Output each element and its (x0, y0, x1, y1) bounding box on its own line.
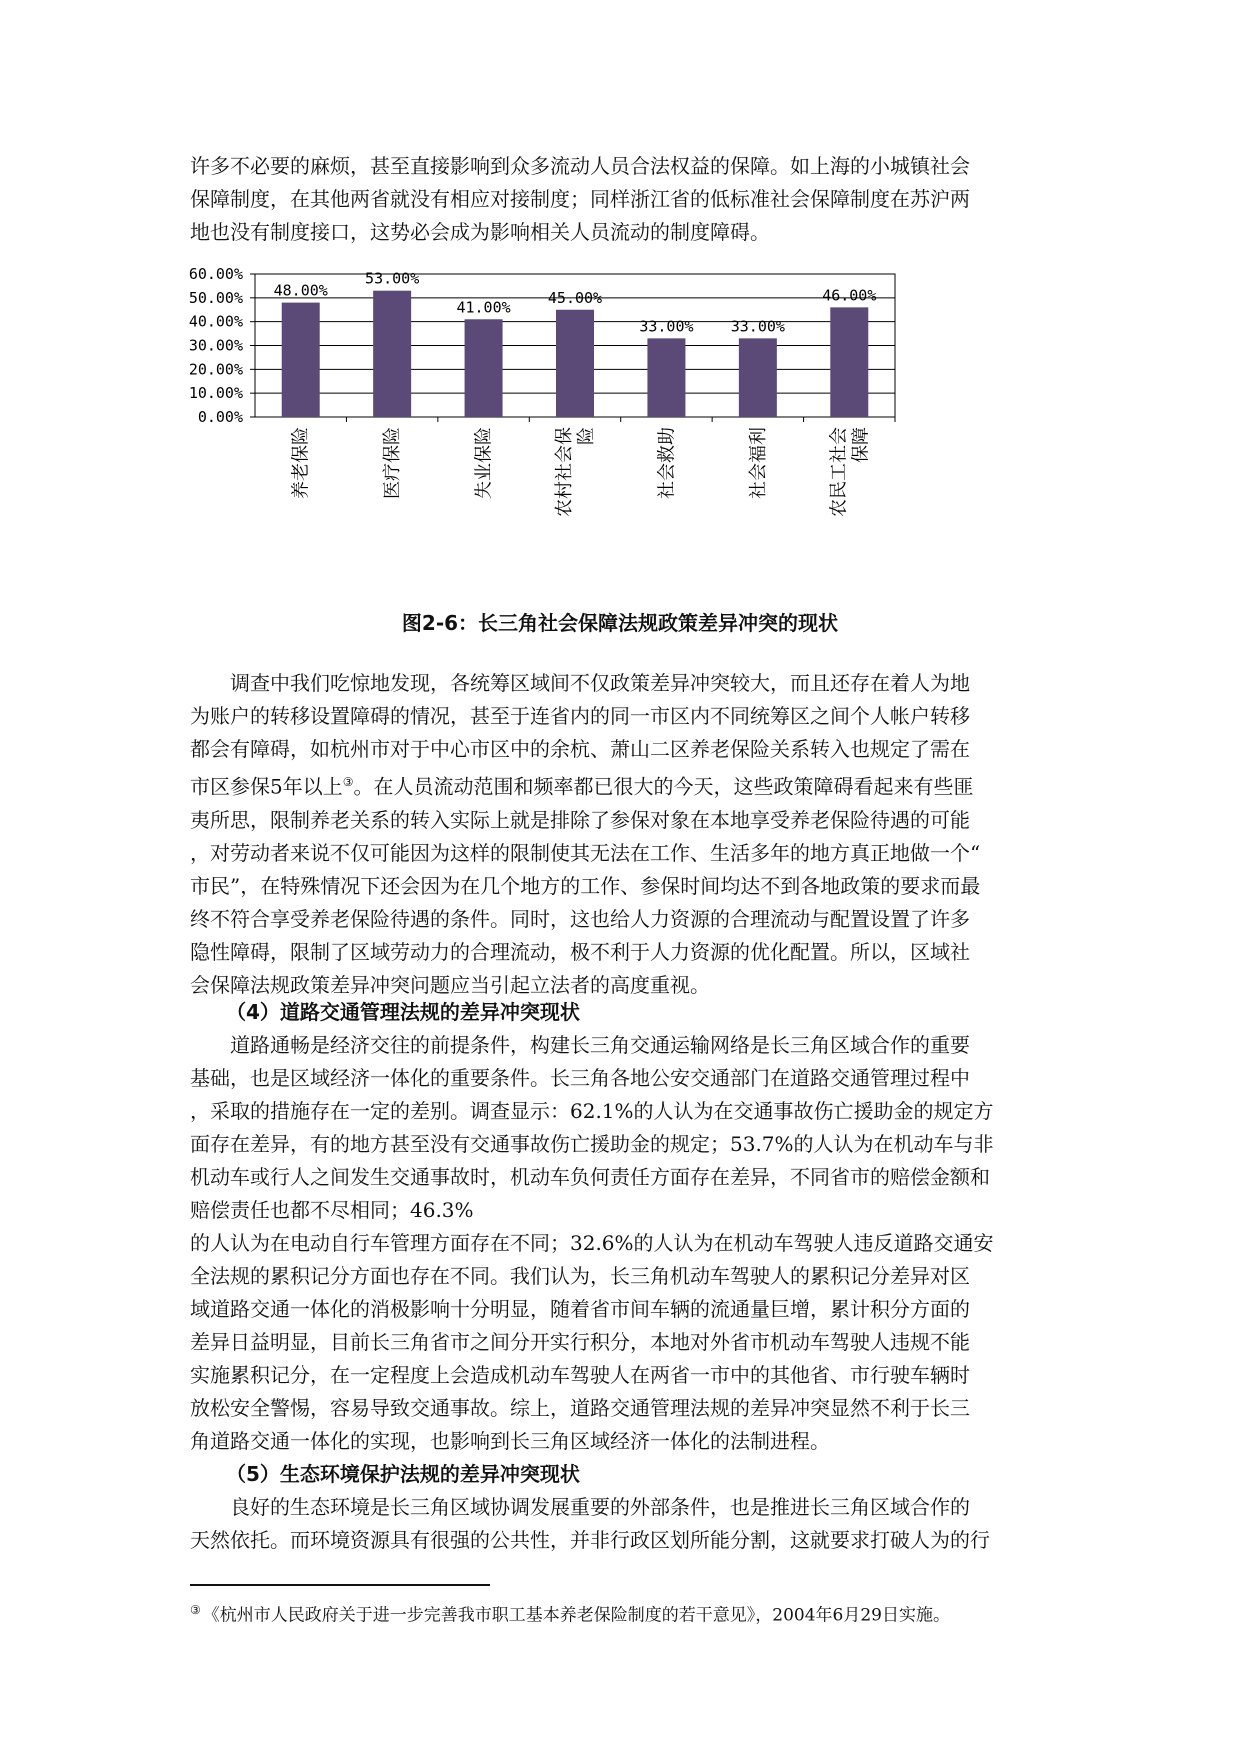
text-line: 隐性障碍，限制了区域劳动力的合理流动，极不利于人力资源的优化配置。所以，区域社 (190, 939, 970, 964)
section-heading-5: （5）生态环境保护法规的差异冲突现状 (226, 1462, 580, 1486)
category-label: 养老保险 (290, 427, 312, 499)
bar (373, 291, 411, 417)
y-tick-label: 30.00% (188, 336, 243, 355)
data-label: 41.00% (456, 298, 511, 317)
text-line: 为账户的转移设置障碍的情况，甚至于连省内的同一市区内不同统筹区之间个人帐户转移 (190, 704, 970, 728)
category-label: 医疗保险 (382, 427, 404, 499)
text-line: 夷所思，限制养老关系的转入实际上就是排除了参保对象在本地享受养老保险待遇的可能 (190, 807, 970, 832)
data-label: 33.00% (639, 317, 694, 336)
data-label: 33.00% (730, 317, 785, 336)
text-line: 面存在差异，有的地方甚至没有交通事故伤亡援助金的规定；53.7%的人认为在机动车与非 (190, 1132, 994, 1156)
footnote-reference[interactable]: ③ (342, 775, 354, 789)
y-tick-label: 50.00% (188, 288, 243, 307)
figure-caption: 图2-6：长三角社会保障法规政策差异冲突的现状 (401, 611, 839, 635)
data-label: 45.00% (547, 288, 603, 307)
text-line: 全法规的累积记分方面也存在不同。我们认为，长三角机动车驾驶人的累积记分差异对区 (190, 1264, 970, 1288)
intro-paragraph (190, 150, 1050, 249)
footnote-text: 《杭州市人民政府关于进一步完善我市职工基本养老保险制度的若干意见》，2004年6月29日实施。 (202, 1605, 950, 1626)
text-line: ，采取的措施存在一定的差别。调查显示：62.1%的人认为在交通事故伤亡援助金的规定方 (190, 1099, 994, 1123)
y-tick-label: 40.00% (188, 312, 243, 331)
text-line: 基础，也是区域经济一体化的重要条件。长三角各地公安交通部门在道路交通管理过程中 (190, 1066, 970, 1090)
bar (647, 338, 685, 417)
text-line: 差异日益明显，目前长三角省市之间分开实行积分，本地对外省市机动车驾驶人违规不能 (190, 1330, 970, 1354)
text-line: 良好的生态环境是长三角区域协调发展重要的外部条件，也是推进长三角区域合作的 (230, 1495, 970, 1519)
text-line: 保障制度，在其他两省就没有相应对接制度；同样浙江省的低标准社会保障制度在苏沪两 (190, 187, 970, 211)
text-line: 天然依托。而环境资源具有很强的公共性，并非行政区划所能分割，这就要求打破人为的行 (190, 1528, 990, 1552)
bar-chart (188, 265, 1045, 594)
y-tick-label: 10.00% (188, 384, 243, 403)
text-line: 许多不必要的麻烦，甚至直接影响到众多流动人员合法权益的保障。如上海的小城镇社会 (190, 154, 970, 178)
section-heading-4: （4）道路交通管理法规的差异冲突现状 (226, 1000, 580, 1024)
text-line: 都会有障碍，如杭州市对于中心市区中的余杭、萧山二区养老保险关系转入也规定了需在 (190, 737, 970, 761)
text-line: 实施累积记分，在一定程度上会造成机动车驾驶人在两省一市中的其他省、市行驶车辆时 (190, 1363, 970, 1387)
text-line: 的人认为在电动自行车管理方面存在不同；32.6%的人认为在机动车驾驶人违反道路交通安 (190, 1231, 994, 1255)
text-line: 域道路交通一体化的消极影响十分明显，随着省市间车辆的流通量巨增，累计积分方面的 (190, 1297, 970, 1321)
category-label: 险 (576, 427, 597, 445)
bar (739, 338, 777, 417)
bar (830, 307, 868, 417)
text-line: 机动车或行人之间发生交通事故时，机动车负何责任方面存在差异，不同省市的赔偿金额和 (190, 1165, 990, 1189)
text-line: 角道路交通一体化的实现，也影响到长三角区域经济一体化的法制进程。 (190, 1429, 830, 1453)
paragraph-2 (190, 1029, 1050, 1458)
category-label: 社会救助 (656, 427, 678, 500)
category-label: 保障 (850, 427, 872, 463)
text-line: ，对劳动者来说不仅可能因为这样的限制使其无法在工作、生活多年的地方真正地做一个“ (190, 840, 981, 865)
bar (556, 310, 594, 417)
text-line-with-reference (190, 766, 1050, 804)
text-segment: 市区参保5年以上 (190, 774, 343, 799)
category-label: 失业保险 (473, 427, 495, 499)
y-tick-label: 0.00% (197, 408, 243, 426)
text-line: 终不符合享受养老保险待遇的条件。同时，这也给人力资源的合理流动与配置设置了许多 (190, 906, 970, 931)
text-segment: 。在人员流动范围和频率都已很大的今天，这些政策障碍看起来有些匪 (353, 774, 974, 799)
footnote-mark: ③ (190, 1603, 201, 1617)
bar (282, 303, 320, 417)
data-label: 48.00% (273, 281, 328, 300)
data-label: 46.00% (822, 286, 877, 305)
paragraph-3 (190, 1491, 1050, 1557)
category-label: 农民工社会 (828, 427, 850, 517)
text-line: 放松安全警惕，容易导致交通事故。综上，道路交通管理法规的差异冲突显然不利于长三 (190, 1396, 970, 1420)
text-line: 调查中我们吃惊地发现，各统筹区域间不仅政策差异冲突较大，而且还存在着人为地 (230, 671, 970, 695)
text-line: 赔偿责任也都不尽相同；46.3% (190, 1198, 474, 1222)
text-line: 会保障法规政策差异冲突问题应当引起立法者的高度重视。 (190, 972, 710, 997)
y-tick-label: 20.00% (188, 360, 243, 379)
y-tick-label: 60.00% (188, 265, 243, 283)
text-line: 地也没有制度接口，这势必会成为影响相关人员流动的制度障碍。 (190, 220, 770, 244)
text-line: 道路通畅是经济交往的前提条件，构建长三角交通运输网络是长三角区域合作的重要 (230, 1033, 970, 1057)
category-label: 农村社会保 (554, 427, 575, 517)
data-label: 53.00% (365, 269, 420, 288)
footnote-divider (190, 1584, 490, 1586)
bar (465, 319, 503, 417)
text-line: 市民”，在特殊情况下还会因为在几个地方的工作、参保时间均达不到各地政策的要求而最 (190, 873, 981, 898)
paragraph-1 (190, 667, 1050, 1002)
category-label: 社会福利 (747, 427, 769, 499)
footnote (190, 1598, 1050, 1628)
